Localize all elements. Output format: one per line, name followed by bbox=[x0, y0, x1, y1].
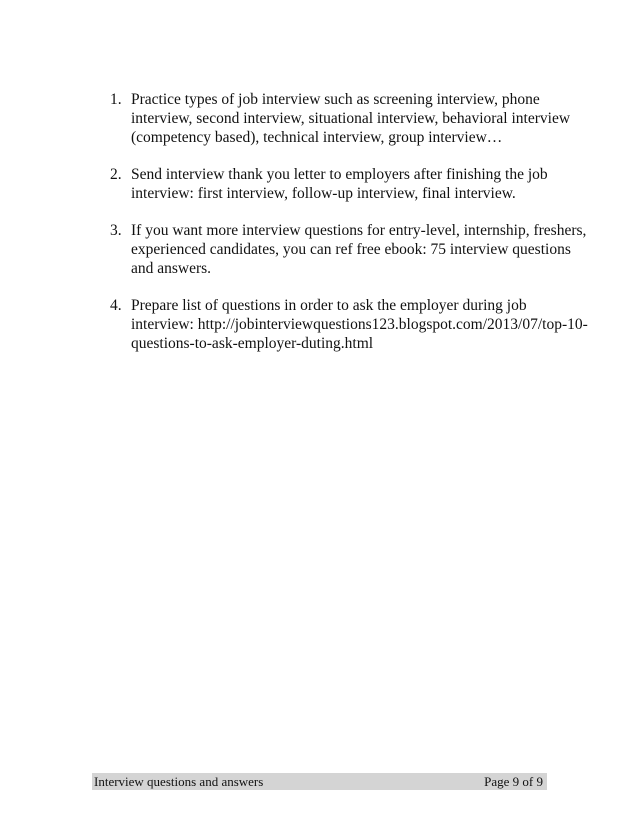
list-item-number: 2. bbox=[110, 166, 122, 183]
numbered-list bbox=[110, 90, 590, 371]
list-item-number: 1. bbox=[110, 91, 122, 108]
list-item bbox=[110, 90, 590, 147]
footer-title: Interview questions and answers bbox=[94, 774, 264, 789]
list-item-text: If you want more interview questions for entry-level, internship, freshers, experienced candidates, you can ref free ebook: 75 interview questions and answers. bbox=[131, 222, 587, 277]
list-item bbox=[110, 296, 590, 353]
list-item bbox=[110, 165, 590, 203]
list-item-text: Practice types of job interview such as screening interview, phone interview, second interview, situational interview, behavioral interview (competency based), technical interview, group interview… bbox=[131, 91, 571, 146]
page-footer bbox=[92, 773, 547, 790]
page-number: Page 9 of 9 bbox=[484, 774, 543, 789]
list-item-number: 4. bbox=[110, 297, 122, 314]
list-item-text: Prepare list of questions in order to ask the employer during job interview: http://jobinterviewquestions123.blogspot.com/2013/07/top-10-questions-to-ask-employer-duting.html bbox=[131, 297, 588, 352]
list-item bbox=[110, 221, 590, 278]
list-item-number: 3. bbox=[110, 222, 122, 239]
list-item-text: Send interview thank you letter to employers after finishing the job interview: first interview, follow-up interview, final interview. bbox=[131, 166, 548, 202]
